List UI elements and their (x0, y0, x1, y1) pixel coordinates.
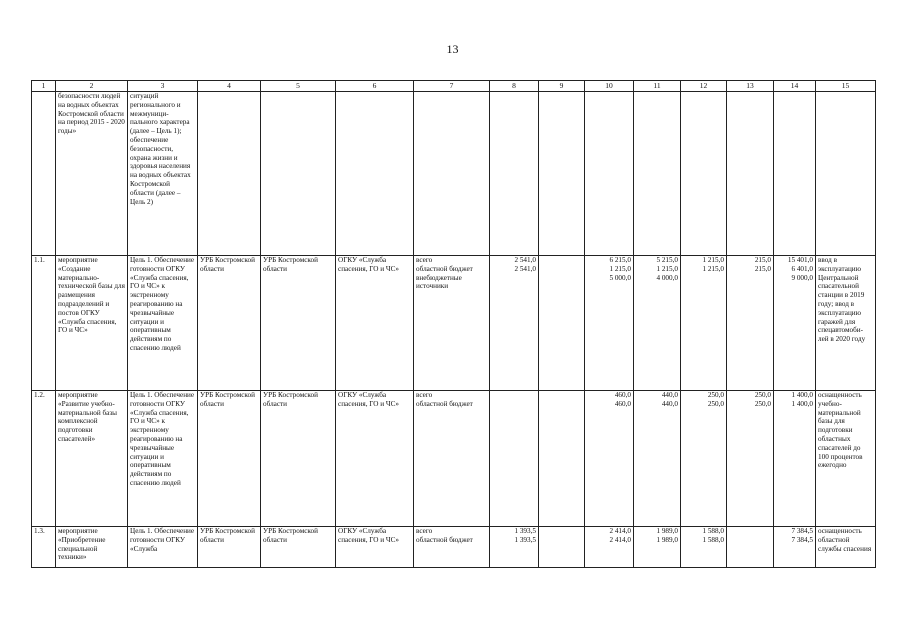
table-cell-col-15: ввод в эксплуатацию Центральной спасательной станции в 2019 году; ввод в эксплуатацию гаражей для спецавтомоби-лей в 2020 году (816, 256, 876, 391)
table-cell-col-15: оснащенность областной службы спасения (816, 527, 876, 568)
table-cell-col-3: Цель 1. Обеспечение готовности ОГКУ «Служба спасения, ГО и ЧС» к экстренному реагированию на чрезвычайные ситуации и оперативным действиям по спасению людей (128, 391, 198, 527)
amount-value: 1 215,0 (656, 264, 678, 273)
amount-value: 1 588,0 (702, 535, 724, 544)
table-cell-col-13 (727, 92, 774, 256)
funding-source-label: всего (416, 527, 433, 535)
table-cell-col-7 (414, 256, 490, 391)
table-cell-col-12 (681, 92, 727, 256)
table-cell-col-5: УРБ Костромской области (261, 256, 336, 391)
table-cell-col-5 (261, 92, 336, 256)
funding-source-label: внебюджетные источники (416, 273, 462, 291)
amount-value: 1 400,0 (791, 391, 813, 399)
column-number-header: 5 (261, 81, 336, 92)
amount-value: 1 393,5 (514, 535, 536, 544)
amount-value: 440,0 (661, 391, 678, 399)
column-number-header: 9 (539, 81, 585, 92)
table-cell-col-2: мероприятие «Приобретение специальной техники» (56, 527, 128, 568)
table-row (32, 92, 876, 256)
column-number-header: 3 (128, 81, 198, 92)
amount-value: 1 989,0 (656, 527, 678, 535)
table-cell-col-1: 1.1. (32, 256, 56, 391)
column-number-header: 14 (774, 81, 816, 92)
table-cell-col-4: УРБ Костромской области (198, 256, 261, 391)
funding-source-label: областной бюджет (416, 264, 473, 273)
table-cell-col-10 (585, 92, 634, 256)
table-cell-col-11 (634, 391, 681, 527)
table-cell-col-10 (585, 391, 634, 527)
table-cell-col-9 (539, 527, 585, 568)
amount-value: 1 989,0 (656, 535, 678, 544)
column-number-header: 4 (198, 81, 261, 92)
table-cell-col-8 (490, 527, 539, 568)
amount-value: 215,0 (754, 256, 771, 264)
table-cell-col-2: безопасности людей на водных объектах Костромской области на период 2015 - 2020 годы» (56, 92, 128, 256)
table-cell-col-6 (336, 92, 414, 256)
table-cell-col-4: УРБ Костромской области (198, 527, 261, 568)
table-cell-col-3: Цель 1. Обеспечение готовности ОГКУ «Служба спасения, ГО и ЧС» к экстренному реагированию на чрезвычайные ситуации и оперативным действиям по спасению людей (128, 256, 198, 391)
table-row (32, 527, 876, 568)
amount-value: 9 000,0 (791, 273, 813, 282)
table-cell-col-8 (490, 256, 539, 391)
table-cell-col-11 (634, 527, 681, 568)
amount-value: 1 393,5 (514, 527, 536, 535)
amount-value: 5 215,0 (656, 256, 678, 264)
amount-value: 6 401,0 (791, 264, 813, 273)
program-table (31, 80, 876, 568)
amount-value: 2 414,0 (609, 527, 631, 535)
table-cell-col-6: ОГКУ «Служба спасения, ГО и ЧС» (336, 391, 414, 527)
column-number-header: 2 (56, 81, 128, 92)
table-cell-col-15: оснащенность учебно-материальной базы для подготовки областных спасателей до 100 процентов ежегодно (816, 391, 876, 527)
table-cell-col-7 (414, 527, 490, 568)
column-number-header: 10 (585, 81, 634, 92)
column-number-header: 7 (414, 81, 490, 92)
amount-value: 7 384,5 (791, 535, 813, 544)
table-cell-col-10 (585, 256, 634, 391)
funding-source-label: областной бюджет (416, 535, 473, 544)
table-cell-col-6: ОГКУ «Служба спасения, ГО и ЧС» (336, 527, 414, 568)
table-cell-col-7 (414, 391, 490, 527)
table-cell-col-8 (490, 92, 539, 256)
column-number-header: 12 (681, 81, 727, 92)
table-cell-col-5: УРБ Костромской области (261, 527, 336, 568)
amount-value: 440,0 (661, 399, 678, 408)
amount-value: 215,0 (754, 264, 771, 273)
column-number-header: 6 (336, 81, 414, 92)
header-row (32, 81, 876, 92)
amount-value: 460,0 (614, 399, 631, 408)
table-cell-col-9 (539, 391, 585, 527)
table-cell-col-12 (681, 256, 727, 391)
amount-value: 2 541,0 (514, 256, 536, 264)
amount-value: 15 401,0 (787, 256, 813, 264)
table-cell-col-13 (727, 391, 774, 527)
amount-value: 250,0 (754, 399, 771, 408)
column-number-header: 1 (32, 81, 56, 92)
column-number-header: 13 (727, 81, 774, 92)
table-cell-col-12 (681, 527, 727, 568)
table-cell-col-5: УРБ Костромской области (261, 391, 336, 527)
table-cell-col-13 (727, 256, 774, 391)
table-cell-col-2: мероприятие «Развитие учебно-материальной базы комплексной подготовки спасателей» (56, 391, 128, 527)
table-cell-col-14 (774, 527, 816, 568)
table-cell-col-14 (774, 256, 816, 391)
table-cell-col-9 (539, 92, 585, 256)
funding-source-label: всего (416, 256, 433, 264)
table-cell-col-1 (32, 92, 56, 256)
amount-value: 1 215,0 (609, 264, 631, 273)
table-cell-col-12 (681, 391, 727, 527)
amount-value: 460,0 (614, 391, 631, 399)
amount-value: 2 414,0 (609, 535, 631, 544)
amount-value: 1 215,0 (702, 264, 724, 273)
funding-source-label: областной бюджет (416, 399, 473, 408)
amount-value: 250,0 (707, 391, 724, 399)
table-cell-col-15 (816, 92, 876, 256)
table-cell-col-9 (539, 256, 585, 391)
table-cell-col-13 (727, 527, 774, 568)
amount-value: 250,0 (754, 391, 771, 399)
table-cell-col-7 (414, 92, 490, 256)
amount-value: 4 000,0 (656, 273, 678, 282)
amount-value: 2 541,0 (514, 264, 536, 273)
table-cell-col-4: УРБ Костромской области (198, 391, 261, 527)
amount-value: 1 400,0 (791, 399, 813, 408)
column-number-header: 15 (816, 81, 876, 92)
table-cell-col-2: мероприятие «Создание материально-технической базы для размещения подразделений и постов ОГКУ «Служба спасения, ГО и ЧС» (56, 256, 128, 391)
table-cell-col-1: 1.3. (32, 527, 56, 568)
table-cell-col-1: 1.2. (32, 391, 56, 527)
amount-value: 1 215,0 (702, 256, 724, 264)
amount-value: 6 215,0 (609, 256, 631, 264)
amount-value: 1 588,0 (702, 527, 724, 535)
table-row (32, 256, 876, 391)
amount-value: 5 000,0 (609, 273, 631, 282)
table-row (32, 391, 876, 527)
table-cell-col-6: ОГКУ «Служба спасения, ГО и ЧС» (336, 256, 414, 391)
table-cell-col-4 (198, 92, 261, 256)
funding-source-label: всего (416, 391, 433, 399)
table-cell-col-11 (634, 256, 681, 391)
column-number-header: 11 (634, 81, 681, 92)
table-cell-col-3: Цель 1. Обеспечение готовности ОГКУ «Служба (128, 527, 198, 568)
table-cell-col-14 (774, 391, 816, 527)
amount-value: 250,0 (707, 399, 724, 408)
table-cell-col-11 (634, 92, 681, 256)
amount-value: 7 384,5 (791, 527, 813, 535)
page-number: 13 (446, 42, 459, 56)
table-cell-col-10 (585, 527, 634, 568)
table-cell-col-14 (774, 92, 816, 256)
column-number-header: 8 (490, 81, 539, 92)
table-cell-col-8 (490, 391, 539, 527)
table-cell-col-3: ситуаций регионального и межмуници-пального характера (далее – Цель 1); обеспечение безопасности, охрана жизни и здоровья населения на водных объектах Костромской области (далее – Цель 2) (128, 92, 198, 256)
